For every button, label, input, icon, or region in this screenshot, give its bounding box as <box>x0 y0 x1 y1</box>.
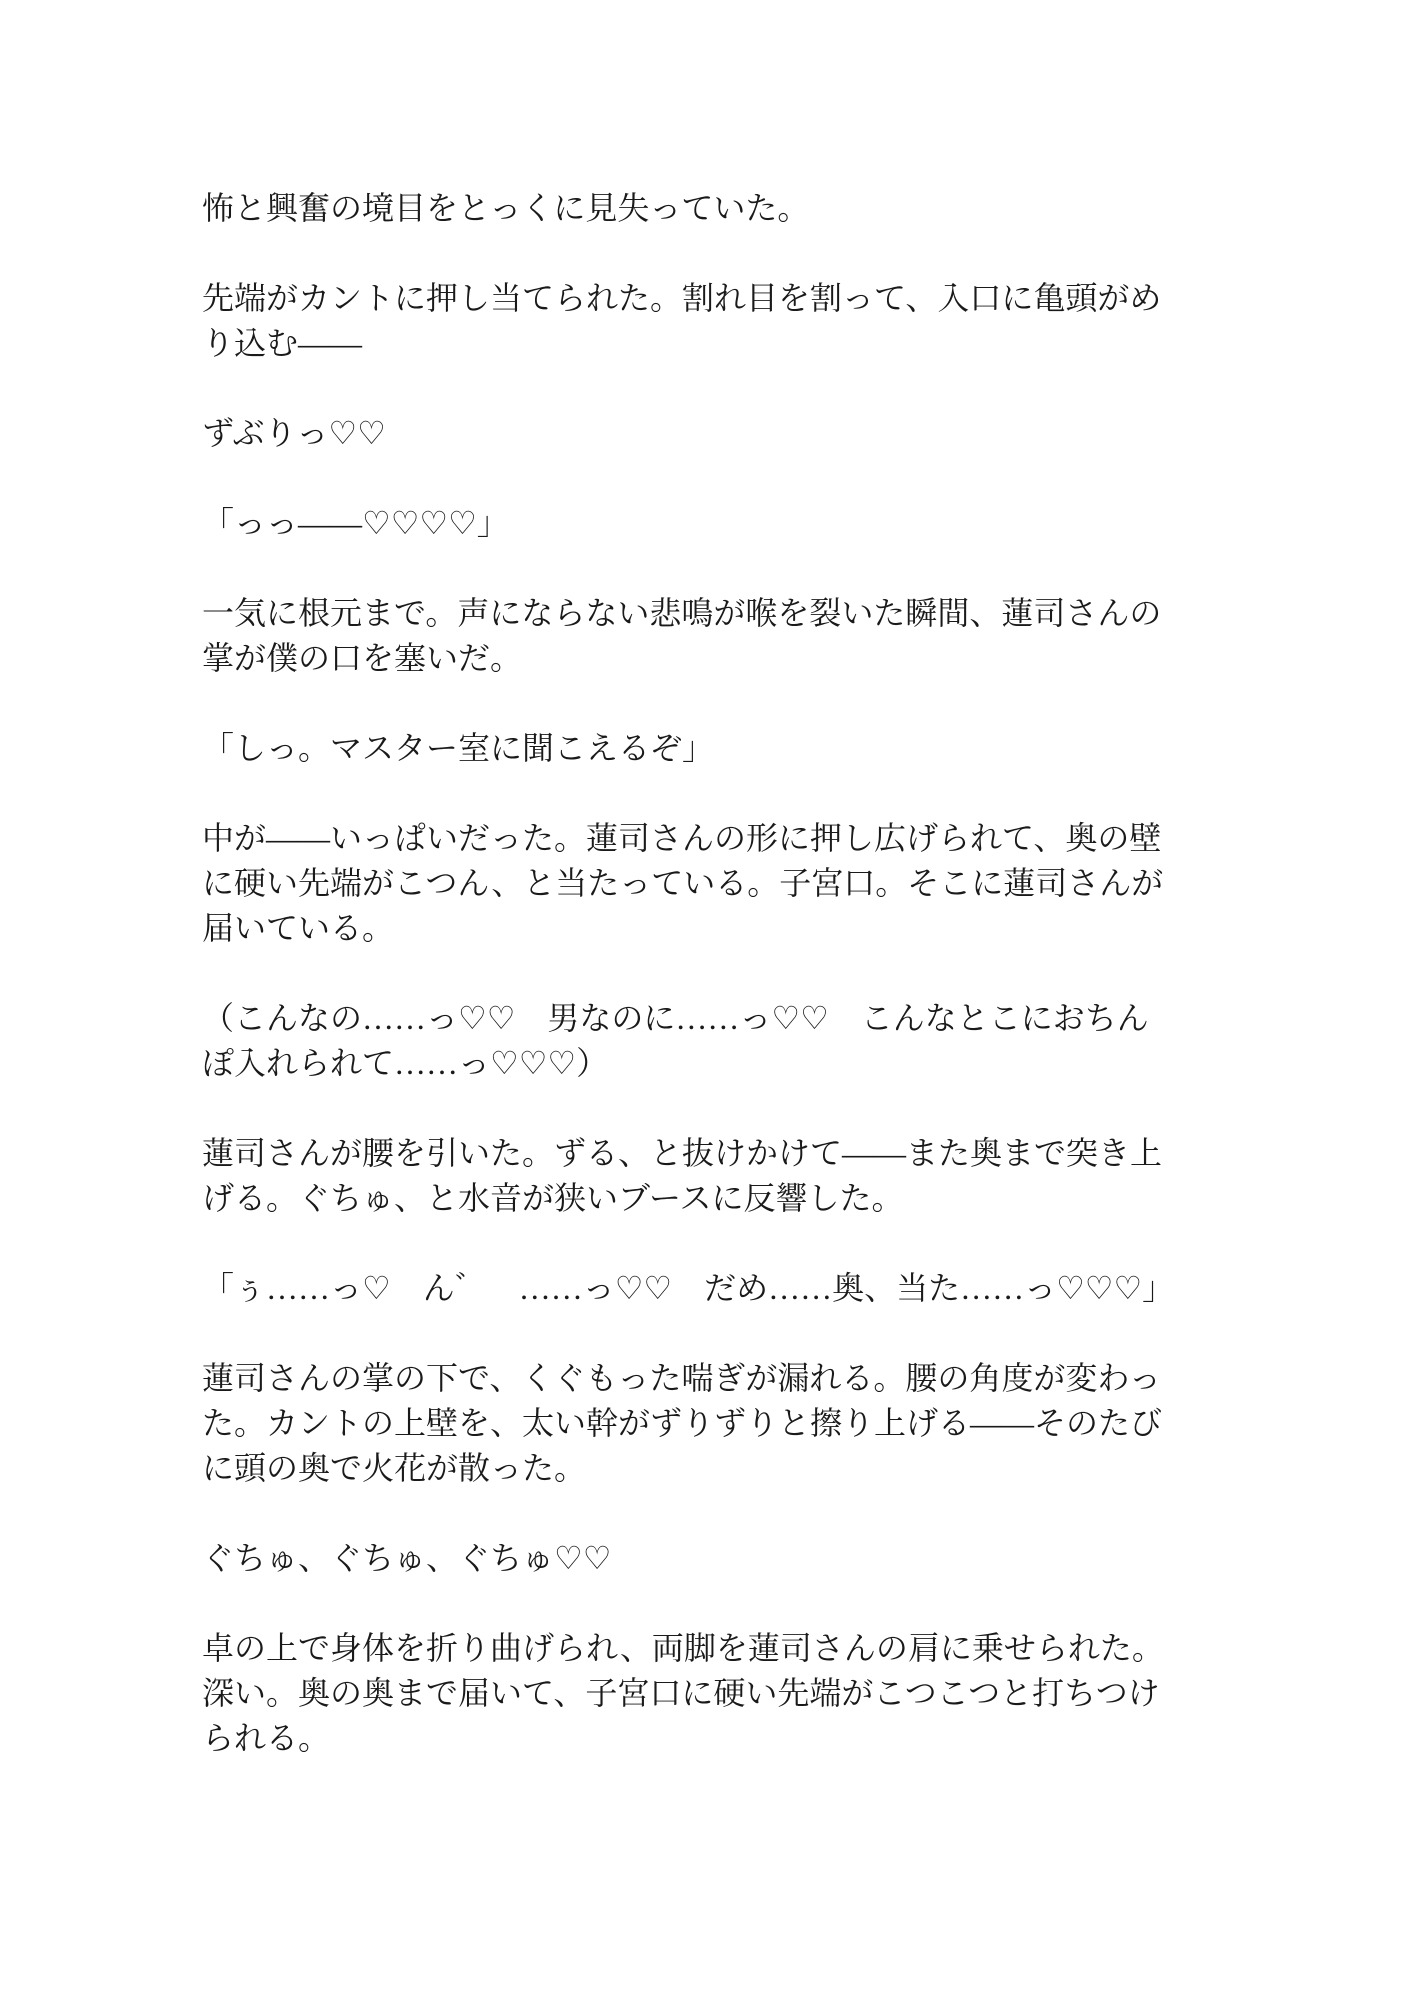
paragraph <box>202 1356 1212 1491</box>
paragraph <box>202 591 1212 681</box>
text-line: 先端がカントに押し当てられた。割れ目を割って、入口に亀頭がめ <box>202 280 1162 316</box>
text-line: 怖と興奮の境目をとっくに見失っていた。 <box>202 190 810 226</box>
paragraph <box>202 501 1212 546</box>
paragraph <box>202 186 1212 231</box>
paragraph <box>202 816 1212 951</box>
paragraph <box>202 996 1212 1086</box>
text-line: 届いている。 <box>202 910 395 946</box>
text-line: 蓮司さんが腰を引いた。ずる、と抜けかけて――また奥まで突き上 <box>202 1135 1163 1171</box>
paragraph <box>202 1536 1212 1581</box>
text-line: 「ぅ……っ♡ ん゛ ……っ♡♡ だめ……奥、当た……っ♡♡♡」 <box>202 1270 1175 1306</box>
text-line: 一気に根元まで。声にならない悲鳴が喉を裂いた瞬間、蓮司さんの <box>202 595 1162 631</box>
text-line: 「っっ――♡♡♡♡」 <box>202 505 509 541</box>
text-line: 「しっ。マスター室に聞こえるぞ」 <box>202 730 715 766</box>
paragraph <box>202 1266 1212 1311</box>
text-line: 掌が僕の口を塞いだ。 <box>202 640 523 676</box>
text-line: ずぶりっ♡♡ <box>202 415 386 451</box>
document-page <box>202 186 1212 1761</box>
paragraph <box>202 1626 1212 1761</box>
paragraph <box>202 1131 1212 1221</box>
text-line: に硬い先端がこつん、と当たっている。子宮口。そこに蓮司さんが <box>202 865 1164 901</box>
text-line: ぽ入れられて……っ♡♡♡） <box>202 1045 609 1081</box>
paragraph <box>202 726 1212 771</box>
text-line: 蓮司さんの掌の下で、くぐもった喘ぎが漏れる。腰の角度が変わっ <box>202 1360 1162 1396</box>
text-line: り込む―― <box>202 325 363 361</box>
text-line: 卓の上で身体を折り曲げられ、両脚を蓮司さんの肩に乗せられた。 <box>202 1630 1164 1666</box>
text-line: 深い。奥の奥まで届いて、子宮口に硬い先端がこつこつと打ちつけ <box>202 1675 1160 1711</box>
text-line: た。カントの上壁を、太い幹がずりずりと擦り上げる――そのたび <box>202 1405 1163 1441</box>
text-line: られる。 <box>202 1720 331 1756</box>
text-line: 中が――いっぱいだった。蓮司さんの形に押し広げられて、奥の壁 <box>202 820 1162 856</box>
text-line: （こんなの……っ♡♡ 男なのに……っ♡♡ こんなとこにおちん <box>202 1000 1149 1036</box>
paragraph <box>202 411 1212 456</box>
text-line: に頭の奥で火花が散った。 <box>202 1450 587 1486</box>
text-line: げる。ぐちゅ、と水音が狭いブースに反響した。 <box>202 1180 904 1216</box>
text-line: ぐちゅ、ぐちゅ、ぐちゅ♡♡ <box>202 1540 612 1576</box>
paragraph <box>202 276 1212 366</box>
